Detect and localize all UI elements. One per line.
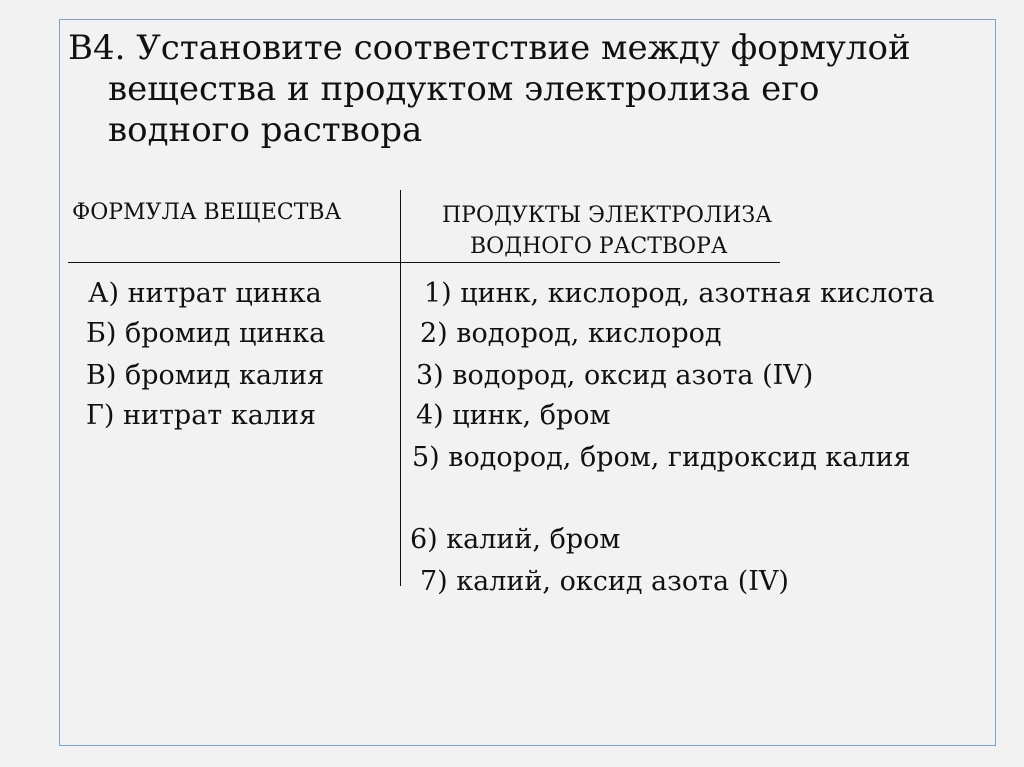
substance-item-b: Б) бромид цинка xyxy=(86,318,326,349)
column-header-products xyxy=(442,200,772,262)
task-title-line-3: водного раствора xyxy=(108,110,423,150)
substance-item-a: А) нитрат цинка xyxy=(88,278,322,309)
product-item-7: 7) калий, оксид азота (IV) xyxy=(420,566,789,597)
product-item-1: 1) цинк, кислород, азотная кислота xyxy=(424,278,935,309)
task-title-line-1: B4. Установите соответствие между формулой xyxy=(68,28,911,68)
product-item-4: 4) цинк, бром xyxy=(416,400,611,431)
column-header-products-line-1: ПРОДУКТЫ ЭЛЕКТРОЛИЗА xyxy=(442,203,772,228)
substance-item-v: В) бромид калия xyxy=(86,360,325,391)
column-header-substance: ФОРМУЛА ВЕЩЕСТВА xyxy=(72,200,342,225)
column-header-products-line-2: ВОДНОГО РАСТВОРА xyxy=(470,234,728,259)
product-item-6: 6) калий, бром xyxy=(410,524,621,555)
product-item-3: 3) водород, оксид азота (IV) xyxy=(416,360,814,391)
product-item-2: 2) водород, кислород xyxy=(420,318,722,349)
header-divider xyxy=(68,262,780,263)
task-title-line-2: вещества и продуктом электролиза его xyxy=(108,69,820,109)
substance-item-g: Г) нитрат калия xyxy=(86,400,316,431)
task-title xyxy=(68,28,968,151)
product-item-5: 5) водород, бром, гидроксид калия xyxy=(412,442,911,473)
column-divider xyxy=(400,190,401,586)
